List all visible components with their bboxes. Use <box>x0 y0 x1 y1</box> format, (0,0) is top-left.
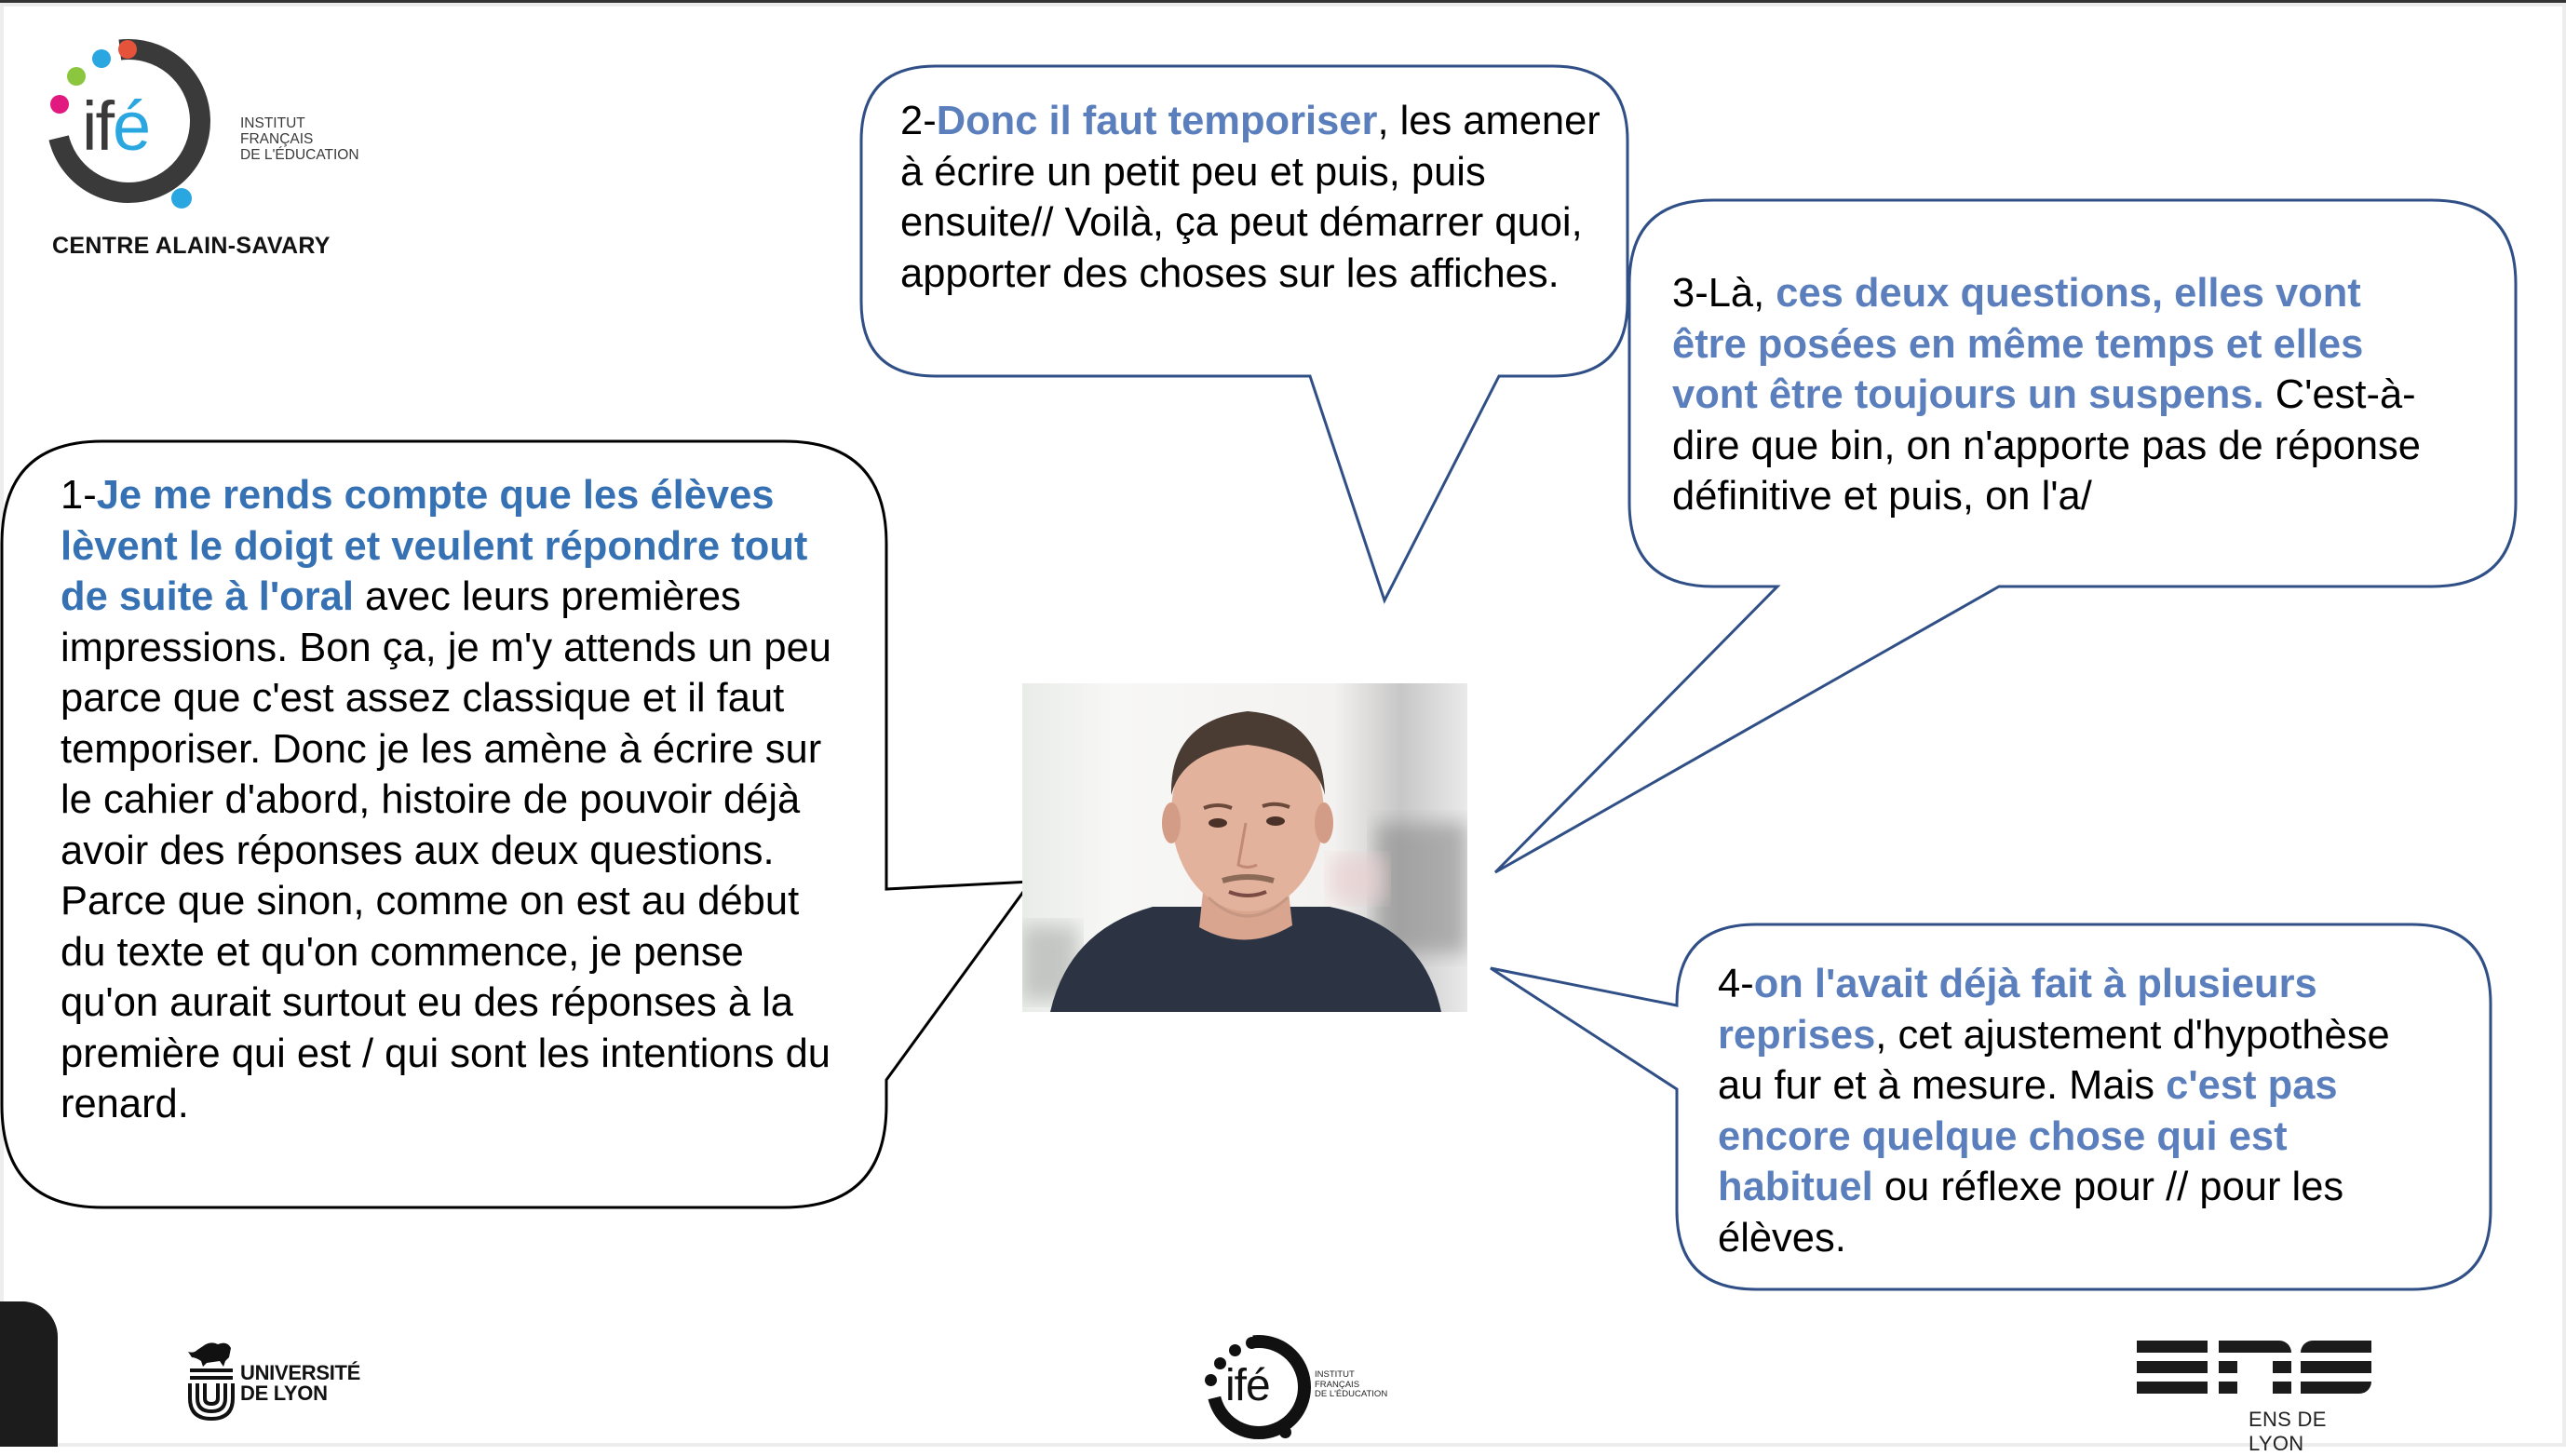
bubble-4-text <box>1718 959 2444 1263</box>
universite-line-1: UNIVERSITÉ <box>240 1361 361 1384</box>
bubble-3-text <box>1672 268 2445 522</box>
footer-dot-4-icon <box>1246 1337 1258 1349</box>
bubble-1-highlight: Je me rends compte que les élèves lèvent le doigt et veulent répondre tout de suite à l'oral <box>61 473 808 619</box>
bubble-4-highlight-2: c'est pas encore quelque chose qui est habituel <box>1718 1063 2338 1209</box>
bubble-1-body: avec leurs premières impressions. Bon ça, je m'y attends un peu parce que c'est assez classique et il faut temporiser. Donc je les amène à écrire sur le cahier d'abord, histoire de pouvoir déjà avoir des réponses aux deux questions. Parce que sinon, comme on est au début du texte et qu'on commence, je pense qu'on aurait surtout eu des réponses à la première qui est / qui sont les intentions du renard. <box>61 574 831 1126</box>
bubble-2-number: 2- <box>900 99 937 143</box>
ife-wordmark-prefix: if <box>82 88 113 165</box>
universite-line-2: DE LYON <box>240 1382 328 1405</box>
bubble-2-highlight: Donc il faut temporiser <box>936 99 1378 143</box>
universite-de-lyon-logo <box>186 1339 363 1422</box>
ife-footer-line-2: FRANÇAIS <box>1315 1379 1360 1390</box>
universite-de-lyon-text <box>240 1363 360 1404</box>
ens-de-lyon-logo <box>2137 1341 2379 1455</box>
ife-footer-line-1: INSTITUT <box>1315 1369 1355 1380</box>
bubble-1-number: 1- <box>61 473 97 518</box>
footer-dot-3-icon <box>1229 1344 1241 1356</box>
dark-corner-tab <box>0 1301 58 1447</box>
bubble-2-body: , les amener à écrire un petit peu et puis, puis ensuite// Voilà, ça peut démarrer quoi, apporter des choses sur les affiches. <box>900 99 1600 296</box>
bubble-4-body-2: ou réflexe pour // pour les élèves. <box>1718 1165 2344 1261</box>
bubble-4-body-1: , cet ajustement d'hypothèse au fur et à mesure. Mais <box>1718 1012 2390 1108</box>
logo-dot-green-icon <box>67 67 86 86</box>
logo-dot-orange-icon <box>118 40 137 59</box>
footer-dot-1-icon <box>1205 1374 1217 1386</box>
logo-dot-blue-icon <box>92 49 111 68</box>
ife-footer-institute <box>1315 1370 1387 1400</box>
centre-name: CENTRE ALAIN-SAVARY <box>52 233 331 259</box>
ens-de-lyon-text: ENS DE LYON <box>2249 1408 2327 1455</box>
ife-footer-line-3: DE L'ÉDUCATION <box>1315 1389 1388 1399</box>
ife-footer-logo <box>1201 1326 1406 1437</box>
lion-shield-icon <box>186 1339 238 1422</box>
bubble-3-lead: Là, <box>1708 271 1776 316</box>
institute-line-1: INSTITUT <box>240 115 305 131</box>
ife-footer-wordmark: ifé <box>1225 1361 1270 1410</box>
bubble-4-number: 4- <box>1718 962 1754 1006</box>
institute-line-3: DE L'ÉDUCATION <box>240 147 359 163</box>
institute-name <box>240 115 359 163</box>
bubble-2-text <box>900 96 1608 299</box>
bubble-4-highlight-1: on l'avait déjà fait à plusieurs reprises <box>1718 962 2317 1058</box>
bubble-3-body: C'est-à-dire que bin, on n'apporte pas de réponse définitive et puis, on l'a/ <box>1672 372 2421 519</box>
bubble-1-text <box>61 470 843 1130</box>
logo-dot-blue-bottom-icon <box>171 188 192 209</box>
ife-wordmark-accent: é <box>113 88 150 165</box>
institute-line-2: FRANÇAIS <box>240 131 314 147</box>
speaker-video-frame <box>1022 683 1467 1012</box>
bubble-3-highlight: ces deux questions, elles vont être posées en même temps et elles vont être toujours un suspens. <box>1672 271 2364 417</box>
footer-dot-5-icon <box>1279 1426 1291 1438</box>
ife-wordmark <box>82 89 149 164</box>
bubble-3-number: 3- <box>1672 271 1708 316</box>
ife-centre-alain-savary-logo <box>41 35 376 268</box>
speaker-portrait <box>1022 683 1467 1012</box>
logo-dot-magenta-icon <box>50 95 69 114</box>
